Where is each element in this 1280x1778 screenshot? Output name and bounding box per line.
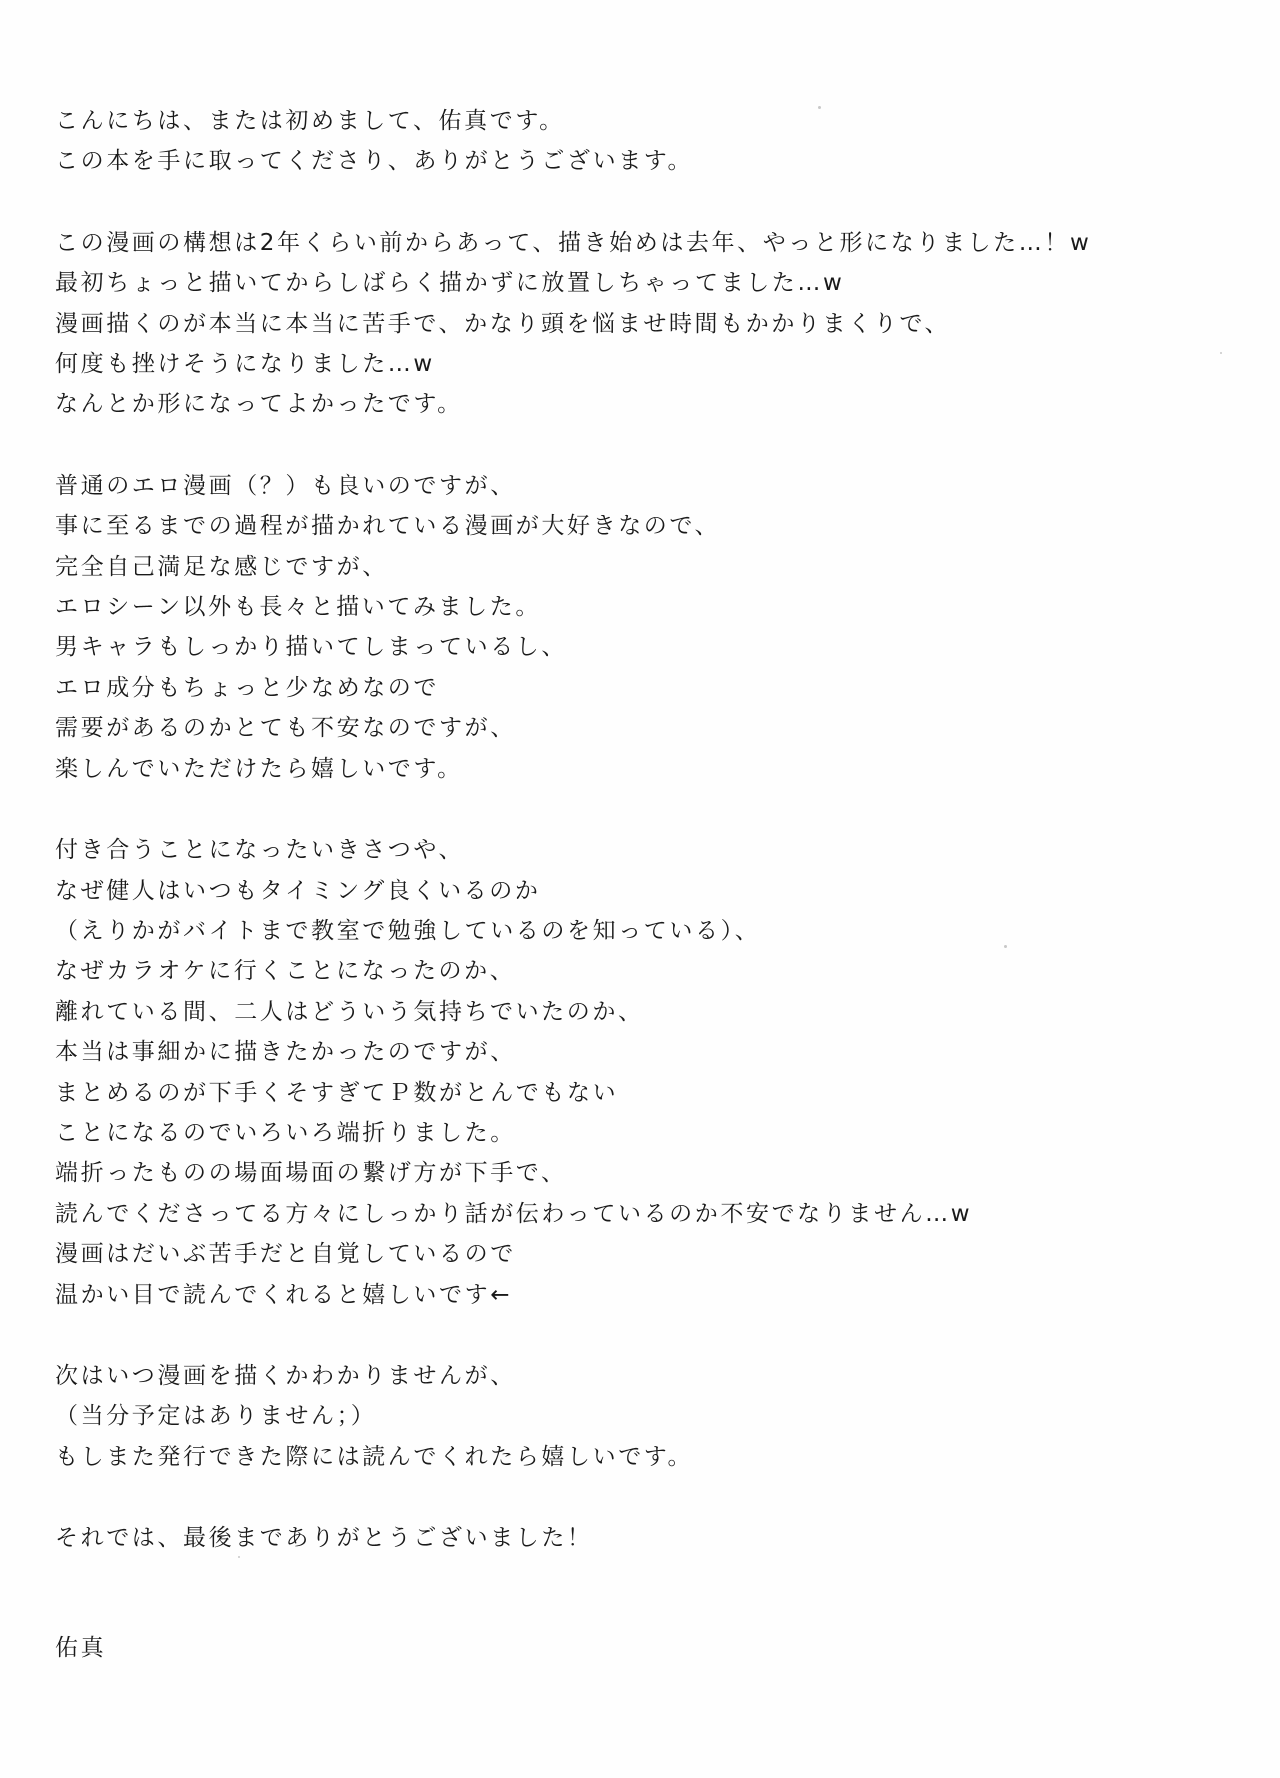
text-line: エロシーン以外も長々と描いてみました。 bbox=[55, 594, 541, 621]
text-line: 漫画はだいぶ苦手だと自覚しているので bbox=[55, 1241, 516, 1268]
text-line: なんとか形になってよかったです。 bbox=[55, 391, 463, 418]
scan-speck bbox=[1220, 352, 1222, 354]
paragraph-concept bbox=[55, 223, 1235, 425]
text-line: 次はいつ漫画を描くかわかりませんが、 bbox=[55, 1362, 516, 1389]
text-line: それでは、最後までありがとうございました！ bbox=[55, 1525, 593, 1552]
text-line: まとめるのが下手くそすぎてＰ数がとんでもない bbox=[55, 1079, 619, 1106]
scan-speck bbox=[818, 106, 821, 109]
text-line: この漫画の構想は2年くらい前からあって、描き始めは去年、やっと形になりました…！w bbox=[55, 229, 1092, 256]
text-line: 事に至るまでの過程が描かれている漫画が大好きなので、 bbox=[55, 513, 721, 540]
text-line: 離れている間、二人はどういう気持ちでいたのか、 bbox=[55, 998, 644, 1025]
text-line: 完全自己満足な感じですが、 bbox=[55, 553, 388, 580]
text-line: 本当は事細かに描きたかったのですが、 bbox=[55, 1039, 516, 1066]
text-line: 付き合うことになったいきさつや、 bbox=[55, 837, 465, 864]
text-line: 端折ったものの場面場面の繋げ方が下手で、 bbox=[55, 1160, 567, 1187]
scan-speck bbox=[1004, 945, 1007, 948]
paragraph-content bbox=[55, 466, 1235, 789]
text-line: こんにちは、または初めまして、佑真です。 bbox=[55, 108, 565, 134]
text-line: 普通のエロ漫画（？）も良いのですが、 bbox=[55, 472, 516, 499]
text-line: エロ成分もちょっと少なめなので bbox=[55, 674, 439, 701]
text-line: もしまた発行できた際には読んでくれたら嬉しいです。 bbox=[55, 1443, 694, 1470]
paragraph-future bbox=[55, 1356, 1235, 1477]
signature: 佑真 bbox=[55, 1635, 107, 1661]
paragraph-story bbox=[55, 830, 1235, 1315]
text-line: 楽しんでいただけたら嬉しいです。 bbox=[55, 755, 463, 782]
letter-body bbox=[55, 101, 1235, 1600]
scan-speck bbox=[238, 1556, 240, 1558]
paragraph-greeting bbox=[55, 101, 1235, 182]
text-line: （えりかがバイトまで教室で勉強しているのを知っている）、 bbox=[55, 917, 761, 944]
text-line: なぜカラオケに行くことになったのか、 bbox=[55, 958, 516, 985]
text-line: ことになるのでいろいろ端折りました。 bbox=[55, 1119, 516, 1146]
text-line: 漫画描くのが本当に本当に苦手で、かなり頭を悩ませ時間もかかりまくりで、 bbox=[55, 310, 951, 337]
text-line: 最初ちょっと描いてからしばらく描かずに放置しちゃってました…w bbox=[55, 270, 845, 297]
text-line: 温かい目で読んでくれると嬉しいです← bbox=[55, 1281, 513, 1308]
text-line: この本を手に取ってくださり、ありがとうございます。 bbox=[55, 148, 694, 175]
text-line: 男キャラもしっかり描いてしまっているし、 bbox=[55, 634, 567, 661]
text-line: 需要があるのかとても不安なのですが、 bbox=[55, 715, 516, 742]
text-line: 何度も挫けそうになりました…w bbox=[55, 351, 435, 378]
text-line: 読んでくださってる方々にしっかり話が伝わっているのか不安でなりません…w bbox=[55, 1200, 973, 1227]
text-line: （当分予定はありません；） bbox=[55, 1403, 377, 1430]
text-line: なぜ健人はいつもタイミング良くいるのか bbox=[55, 877, 541, 904]
paragraph-closing bbox=[55, 1518, 1235, 1558]
